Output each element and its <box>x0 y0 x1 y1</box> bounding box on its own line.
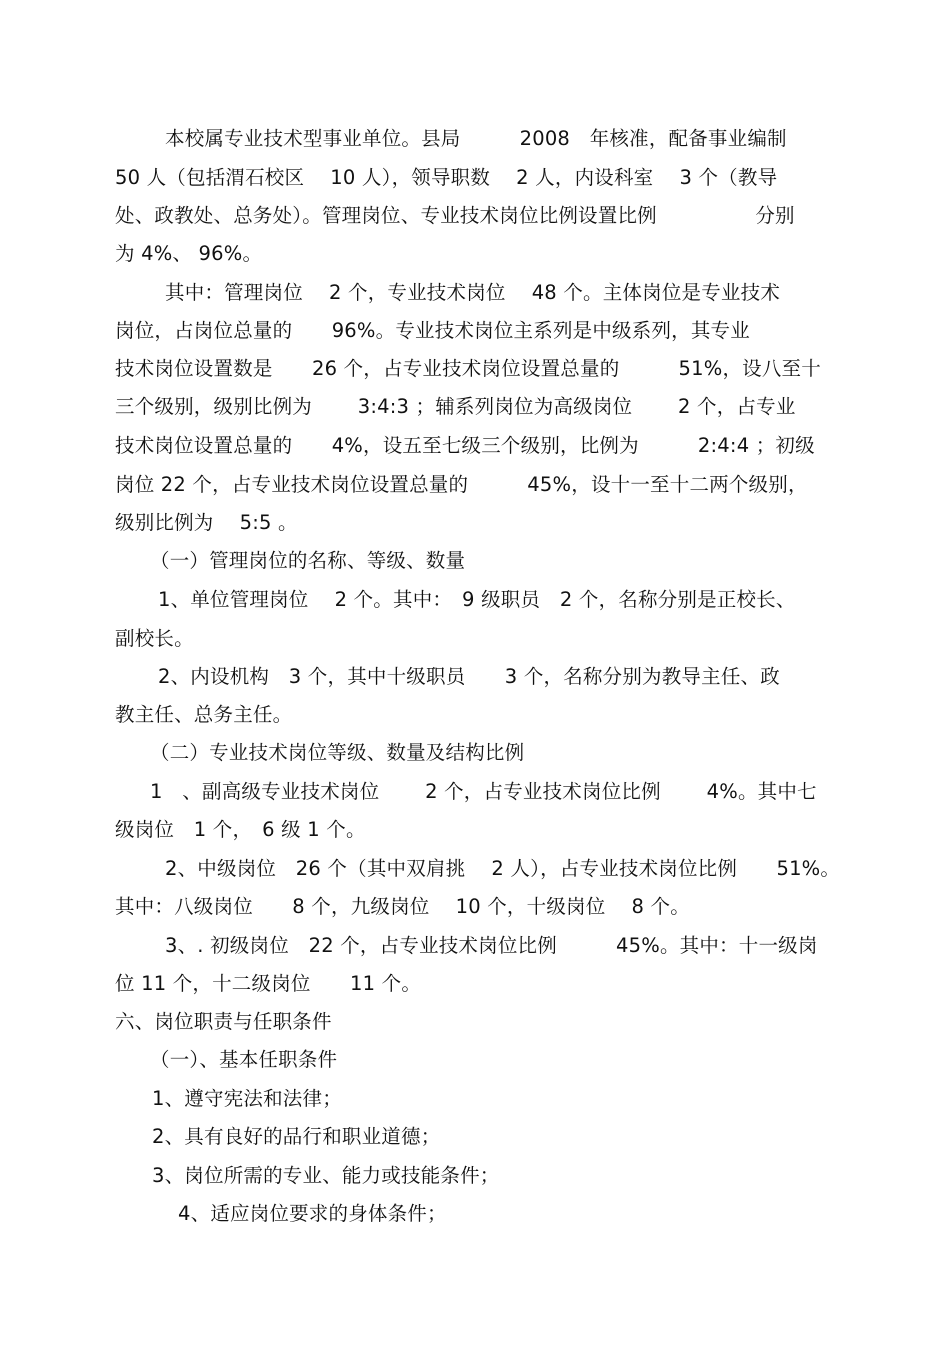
text-line: 位 11 个，十二级岗位 11 个。 <box>115 972 422 995</box>
text-line: 副校长。 <box>115 627 194 650</box>
text-line: 1 、副高级专业技术岗位 2 个，占专业技术岗位比例 4%。其中七 <box>150 780 817 803</box>
list-item: 4、适应岗位要求的身体条件； <box>178 1202 447 1225</box>
text-line: 级别比例为 5:5 。 <box>115 511 298 534</box>
section-heading: （二）专业技术岗位等级、数量及结构比例 <box>150 741 525 764</box>
section-heading: （一）管理岗位的名称、等级、数量 <box>150 549 466 572</box>
text-line: 技术岗位设置数是 26 个，占专业技术岗位设置总量的 51%，设八至十 <box>115 357 821 380</box>
text-line: 岗位，占岗位总量的 96%。专业技术岗位主系列是中级系列，其专业 <box>115 319 750 342</box>
text-line: 1、单位管理岗位 2 个。其中： 9 级职员 2 个，名称分别是正校长、 <box>158 588 796 611</box>
text-line: 教主任、总务主任。 <box>115 703 293 726</box>
text-line: 本校属专业技术型事业单位。县局 2008 年核准，配备事业编制 <box>165 127 787 150</box>
section-heading: （一）、基本任职条件 <box>150 1048 338 1071</box>
section-heading: 六、岗位职责与任职条件 <box>115 1010 332 1033</box>
text-line: 50 人（包括渭石校区 10 人），领导职数 2 人，内设科室 3 个（教导 <box>115 166 778 189</box>
text-line: 岗位 22 个，占专业技术岗位设置总量的 45%，设十一至十二两个级别， <box>115 473 808 496</box>
list-item: 3、岗位所需的专业、能力或技能条件； <box>152 1164 500 1187</box>
text-line: 2、中级岗位 26 个（其中双肩挑 2 人），占专业技术岗位比例 51%。 <box>165 857 841 880</box>
text-line: 级岗位 1 个， 6 级 1 个。 <box>115 818 366 841</box>
text-line: 为 4%、 96%。 <box>115 242 263 265</box>
text-line: 技术岗位设置总量的 4%，设五至七级三个级别，比例为 2:4:4 ；初级 <box>115 434 815 457</box>
text-line: 处、政教处、总务处）。管理岗位、专业技术岗位比例设置比例 分别 <box>115 204 795 227</box>
text-line: 3、. 初级岗位 22 个，占专业技术岗位比例 45%。其中：十一级岗 <box>165 934 818 957</box>
text-line: 其中：管理岗位 2 个，专业技术岗位 48 个。主体岗位是专业技术 <box>165 281 781 304</box>
text-line: 其中：八级岗位 8 个，九级岗位 10 个，十级岗位 8 个。 <box>115 895 690 918</box>
text-line: 2、内设机构 3 个，其中十级职员 3 个，名称分别为教导主任、政 <box>158 665 780 688</box>
list-item: 2、具有良好的品行和职业道德； <box>152 1125 441 1148</box>
list-item: 1、遵守宪法和法律； <box>152 1087 342 1110</box>
text-line: 三个级别，级别比例为 3:4:3 ；辅系列岗位为高级岗位 2 个，占专业 <box>115 395 796 418</box>
